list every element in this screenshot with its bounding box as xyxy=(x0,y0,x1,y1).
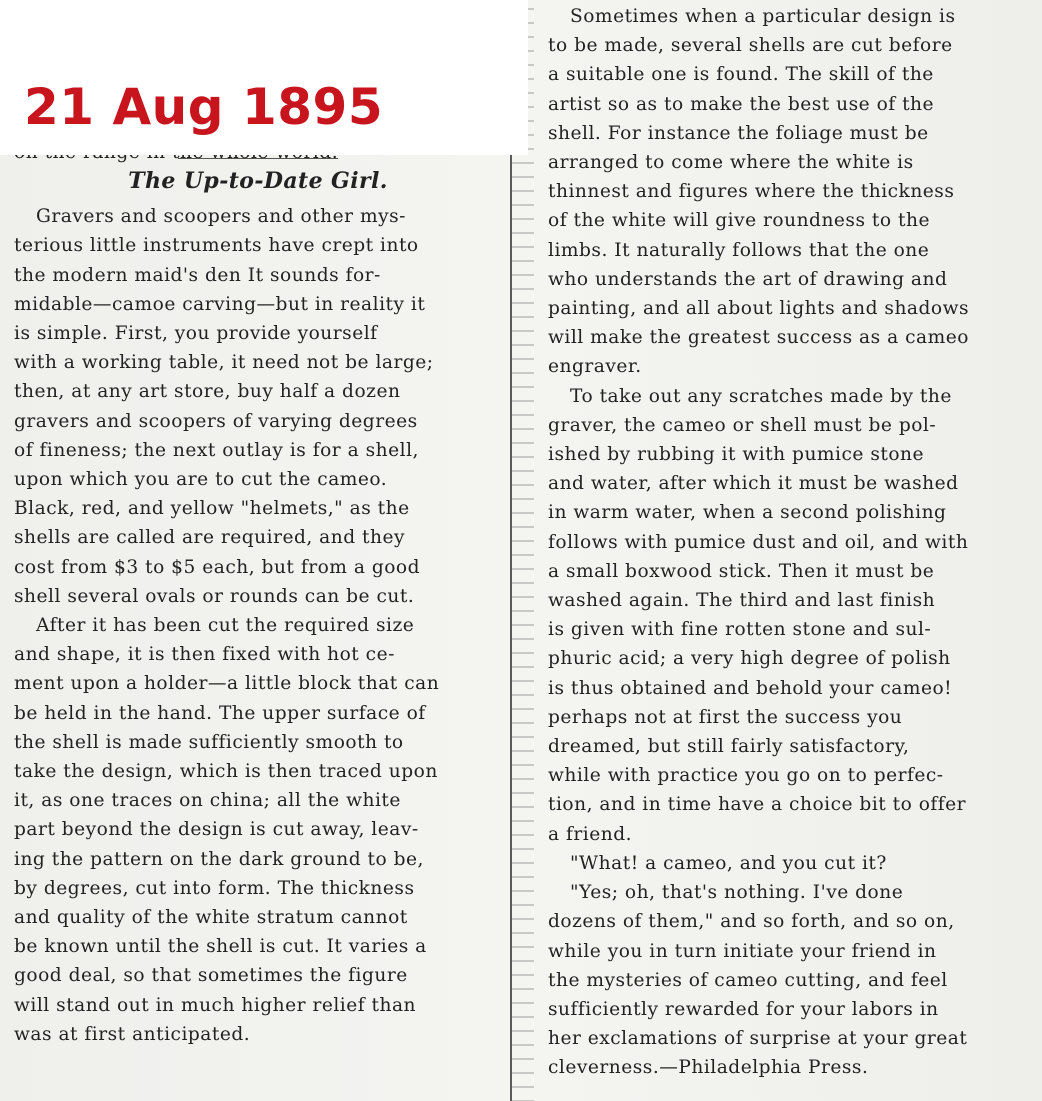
text-line: tion, and in time have a choice bit to offer xyxy=(548,794,967,816)
text-line: a suitable one is found. The skill of the xyxy=(548,64,934,86)
text-line: with a working table, it need not be large; xyxy=(14,352,434,374)
text-line: phuric acid; a very high degree of polish xyxy=(548,648,951,670)
text-line: upon which you are to cut the cameo. xyxy=(14,469,388,491)
text-line: and quality of the white stratum cannot xyxy=(14,907,408,929)
text-line: in warm water, when a second polishing xyxy=(548,502,947,524)
text-line: shell several ovals or rounds can be cut. xyxy=(14,585,415,607)
text-line: Sometimes when a particular design is xyxy=(570,6,956,27)
right-column xyxy=(548,2,1036,1083)
text-line: the modern maid's den It sounds for- xyxy=(14,264,381,286)
text-line: a small boxwood stick. Then it must be xyxy=(548,560,935,582)
text-line: Black, red, and yellow "helmets," as the xyxy=(14,498,410,520)
text-line: take the design, which is then traced upon xyxy=(14,761,438,783)
text-line: ished by rubbing it with pumice stone xyxy=(548,444,925,466)
text-line: will stand out in much higher relief than xyxy=(14,994,417,1016)
text-line: and water, after which it must be washed xyxy=(548,473,959,495)
text-line: then, at any art store, buy half a dozen xyxy=(14,381,401,403)
left-column xyxy=(14,138,502,1049)
text-line: the mysteries of cameo cutting, and feel xyxy=(548,969,948,991)
text-line: who understands the art of drawing and xyxy=(548,268,948,290)
text-line: "Yes; oh, that's nothing. I've done xyxy=(570,882,904,904)
text-line: be known until the shell is cut. It varies a xyxy=(14,936,427,958)
text-line: graver, the cameo or shell must be pol- xyxy=(548,414,937,436)
text-line: To take out any scratches made by the xyxy=(570,385,952,407)
text-line: dreamed, but still fairly satisfactory, xyxy=(548,736,910,758)
column-divider xyxy=(510,0,534,1101)
paragraph xyxy=(548,878,1036,1082)
text-line: is given with fine rotten stone and sul- xyxy=(548,619,932,641)
text-line: gravers and scoopers of varying degrees xyxy=(14,410,418,432)
text-line: arranged to come where the white is xyxy=(548,152,914,174)
text-line: painting, and all about lights and shadows xyxy=(548,298,970,320)
text-line: perhaps not at first the success you xyxy=(548,706,903,728)
text-line: of the white will give roundness to the xyxy=(548,210,930,232)
text-line: while you in turn initiate your friend in xyxy=(548,940,937,962)
paragraph xyxy=(14,202,502,611)
text-line: artist so as to make the best use of the xyxy=(548,93,935,115)
paragraph xyxy=(548,849,1036,878)
text-line: ing the pattern on the dark ground to be, xyxy=(14,848,424,870)
date-label-box xyxy=(0,0,528,155)
text-line: engraver. xyxy=(548,356,642,378)
paragraph xyxy=(14,611,502,1049)
text-line: of fineness; the next outlay is for a shell, xyxy=(14,439,419,461)
text-line: follows with pumice dust and oil, and with xyxy=(548,531,969,553)
text-line: cost from $3 to $5 each, but from a good xyxy=(14,556,421,578)
text-line: good deal, so that sometimes the figure xyxy=(14,965,408,987)
text-line: terious little instruments have crept into xyxy=(14,235,419,257)
text-line: ment upon a holder—a little block that can xyxy=(14,673,440,695)
text-line: Gravers and scoopers and other mys- xyxy=(36,206,406,228)
text-line: was at first anticipated. xyxy=(14,1023,251,1045)
text-line: thinnest and figures where the thickness xyxy=(548,181,955,203)
text-line: it, as one traces on china; all the white xyxy=(14,790,401,812)
date-label: 21 Aug 1895 xyxy=(24,78,384,136)
article-title: The Up-to-Date Girl. xyxy=(128,168,388,194)
text-line: to be made, several shells are cut before xyxy=(548,35,953,57)
text-line: After it has been cut the required size xyxy=(36,615,415,637)
text-line: sufficiently rewarded for your labors in xyxy=(548,998,939,1020)
text-line: washed again. The third and last finish xyxy=(548,590,936,612)
text-line: midable—camoe carving—but in reality it xyxy=(14,293,426,315)
text-line: be held in the hand. The upper surface of xyxy=(14,702,426,724)
text-line: and shape, it is then fixed with hot ce- xyxy=(14,644,395,666)
text-line: cleverness.—Philadelphia Press. xyxy=(548,1057,869,1079)
text-line: a friend. xyxy=(548,823,633,845)
text-line: "What! a cameo, and you cut it? xyxy=(570,852,887,874)
text-line: her exclamations of surprise at your great xyxy=(548,1028,968,1050)
text-line: shell. For instance the foliage must be xyxy=(548,122,929,144)
text-line: dozens of them," and so forth, and so on, xyxy=(548,911,955,933)
text-line: is thus obtained and behold your cameo! xyxy=(548,677,953,699)
paragraph xyxy=(548,2,1036,382)
text-line: is simple. First, you provide yourself xyxy=(14,323,378,345)
text-line: limbs. It naturally follows that the one xyxy=(548,239,930,261)
text-line: by degrees, cut into form. The thickness xyxy=(14,877,415,899)
text-line: will make the greatest success as a cameo xyxy=(548,327,969,349)
text-line: while with practice you go on to perfec- xyxy=(548,765,944,787)
text-line: shells are called are required, and they xyxy=(14,527,406,549)
text-line: part beyond the design is cut away, leav- xyxy=(14,819,419,841)
paragraph xyxy=(548,382,1036,849)
text-line: the shell is made sufficiently smooth to xyxy=(14,731,404,753)
